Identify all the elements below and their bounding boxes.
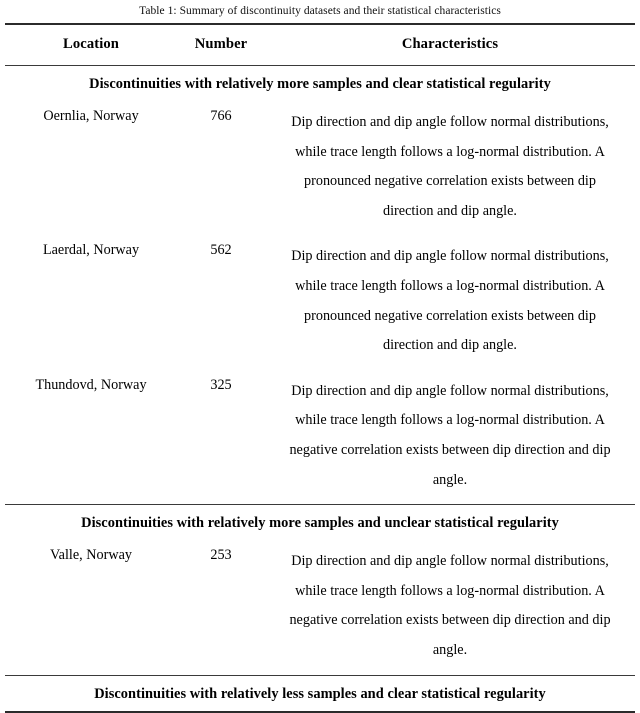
cell-characteristics bbox=[265, 540, 635, 675]
discontinuity-datasets-table bbox=[5, 23, 635, 713]
cell-location: Thundovd, Norway bbox=[35, 376, 147, 393]
rule-line bbox=[5, 712, 635, 713]
cell-location: Valle, Norway bbox=[50, 547, 132, 564]
table-bottom-rule bbox=[5, 712, 635, 713]
characteristics-line: while trace length follows a log-normal distribution. A bbox=[295, 582, 605, 599]
table-body bbox=[5, 24, 635, 713]
characteristics-line: direction and dip angle. bbox=[383, 202, 517, 219]
characteristics-line: negative correlation exists between dip direction and dip bbox=[289, 441, 611, 458]
cell-characteristics bbox=[265, 235, 635, 369]
characteristics-line: pronounced negative correlation exists between dip bbox=[304, 173, 596, 190]
column-header-characteristics: Characteristics bbox=[401, 36, 499, 52]
characteristics-line: angle. bbox=[432, 641, 468, 658]
section-heading: Discontinuities with relatively less samples and clear statistical regularity bbox=[94, 685, 546, 702]
cell-sample-number: 325 bbox=[210, 376, 232, 393]
section-heading: Discontinuities with relatively more samples and unclear statistical regularity bbox=[81, 515, 559, 532]
characteristics-line: Dip direction and dip angle follow normal distributions, bbox=[291, 114, 609, 130]
characteristics-line: while trace length follows a log-normal distribution. A bbox=[295, 412, 605, 429]
section-header-row bbox=[5, 676, 635, 712]
cell-sample-number: 562 bbox=[210, 242, 232, 259]
characteristics-line: while trace length follows a log-normal distribution. A bbox=[295, 143, 605, 160]
column-header-location: Location bbox=[63, 36, 119, 52]
table-caption: Table 1: Summary of discontinuity datasets and their statistical characteristics bbox=[139, 5, 501, 17]
table-row bbox=[5, 101, 635, 235]
characteristics-line: negative correlation exists between dip direction and dip bbox=[289, 612, 611, 629]
table-row bbox=[5, 235, 635, 369]
cell-characteristics bbox=[265, 370, 635, 505]
cell-sample-number: 253 bbox=[210, 547, 232, 564]
section-header-row bbox=[5, 66, 635, 101]
cell-location: Laerdal, Norway bbox=[42, 242, 140, 259]
table-row bbox=[5, 540, 635, 675]
characteristics-line: Dip direction and dip angle follow normal distributions, bbox=[291, 248, 609, 265]
characteristics-line: Dip direction and dip angle follow normal distributions, bbox=[291, 553, 609, 570]
cell-location: Oernlia, Norway bbox=[43, 108, 139, 124]
table-header-row bbox=[5, 25, 635, 66]
section-header-row bbox=[5, 505, 635, 540]
characteristics-line: direction and dip angle. bbox=[383, 337, 517, 354]
section-heading: Discontinuities with relatively more samples and clear statistical regularity bbox=[89, 76, 551, 92]
characteristics-line: pronounced negative correlation exists between dip bbox=[304, 307, 596, 324]
cell-characteristics bbox=[265, 101, 635, 235]
characteristics-line: while trace length follows a log-normal distribution. A bbox=[295, 277, 605, 294]
characteristics-line: angle. bbox=[432, 471, 468, 488]
cell-sample-number: 766 bbox=[210, 108, 232, 124]
characteristics-line: Dip direction and dip angle follow normal distributions, bbox=[291, 382, 609, 399]
column-header-number: Number bbox=[194, 36, 248, 52]
table-row bbox=[5, 370, 635, 505]
